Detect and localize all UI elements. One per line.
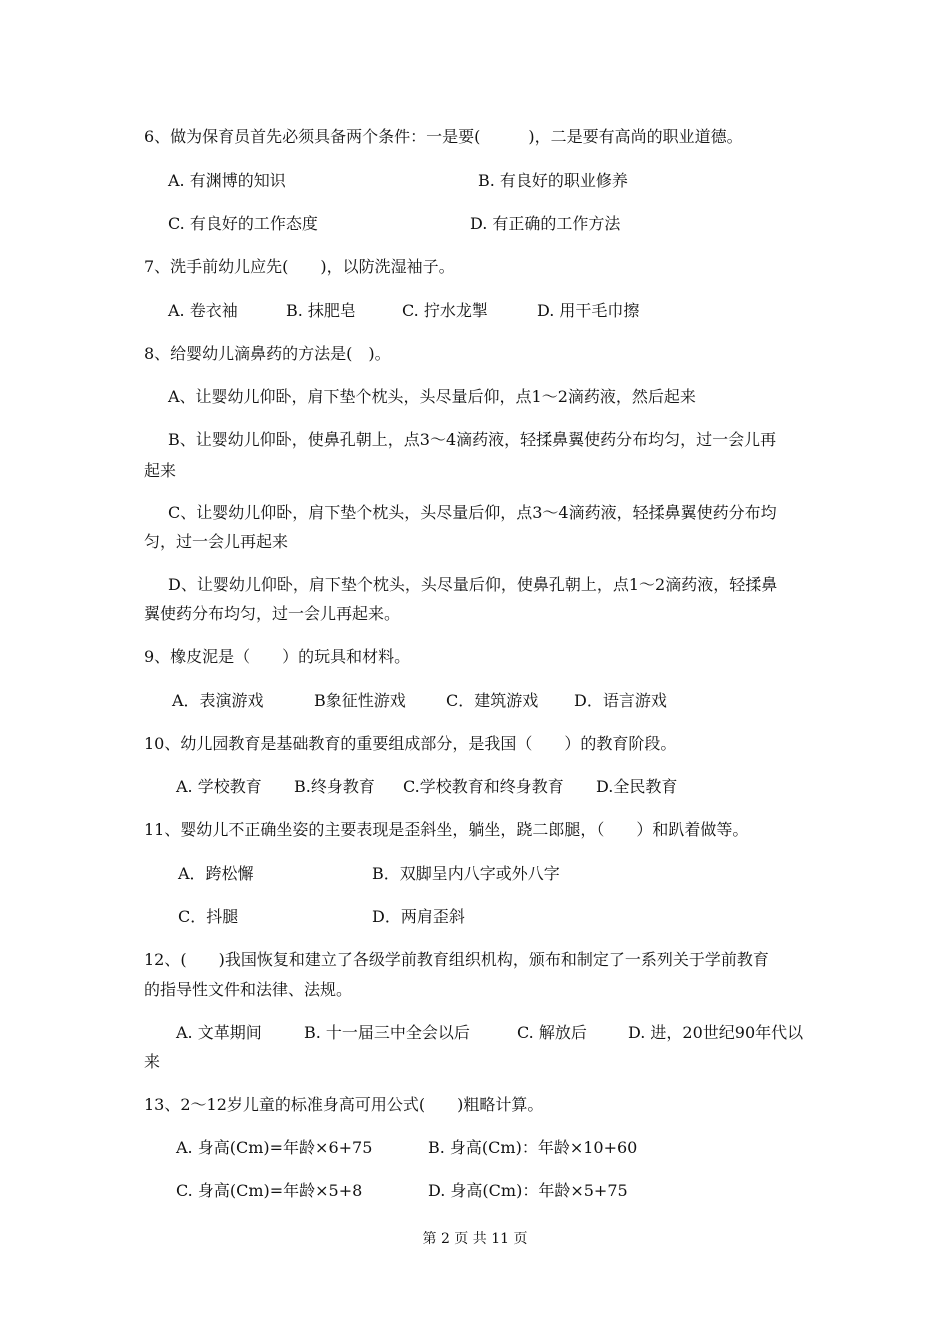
page-footer: 第 2 页 共 11 页 [422, 1231, 528, 1247]
question-12-option-d-cont: 来 [144, 1052, 161, 1071]
question-8-option-b-cont: 起来 [144, 461, 177, 480]
question-7-option-c: C. 拧水龙掣 [402, 301, 488, 320]
question-12-option-b: B. 十一届三中全会以后 [304, 1023, 470, 1042]
question-11-option-c: C．抖腿 [178, 907, 239, 926]
question-11-option-d: D．两肩歪斜 [372, 907, 465, 926]
question-7-text: 7、洗手前幼儿应先( )，以防洗湿袖子。 [144, 257, 455, 276]
question-6-option-b: B. 有良好的职业修养 [478, 171, 628, 190]
question-11-option-b: B．双脚呈内八字或外八字 [372, 864, 560, 883]
question-12-text: 12、( )我国恢复和建立了各级学前教育组织机构，颁布和制定了一系列关于学前教育 [144, 950, 769, 969]
question-9-option-c: C．建筑游戏 [446, 691, 539, 710]
question-11-option-a: A．跨松懈 [178, 864, 254, 883]
question-7-option-d: D. 用干毛巾擦 [537, 301, 640, 320]
question-13-option-d: D. 身高(Cm)：年龄×5+75 [428, 1181, 628, 1200]
question-10-option-a: A. 学校教育 [176, 777, 262, 796]
question-6-text: 6、做为保育员首先必须具备两个条件：一是要( )，二是要有高尚的职业道德。 [144, 127, 743, 146]
question-8-text: 8、给婴幼儿滴鼻药的方法是( )。 [144, 344, 391, 363]
question-6-option-d: D. 有正确的工作方法 [470, 214, 621, 233]
question-9-option-b: B象征性游戏 [314, 691, 406, 710]
question-9-option-a: A．表演游戏 [172, 691, 264, 710]
question-8-option-a: A、让婴幼儿仰卧，肩下垫个枕头，头尽量后仰，点1～2滴药液，然后起来 [168, 387, 696, 406]
question-9-text: 9、橡皮泥是（ ）的玩具和材料。 [144, 647, 411, 666]
question-6-option-c: C. 有良好的工作态度 [168, 214, 318, 233]
question-7-option-a: A. 卷衣袖 [168, 301, 238, 320]
question-11-text: 11、婴幼儿不正确坐姿的主要表现是歪斜坐，躺坐，跷二郎腿，（ ）和趴着做等。 [144, 820, 749, 839]
question-10-option-d: D.全民教育 [596, 777, 678, 796]
question-13-option-b: B. 身高(Cm)：年龄×10+60 [428, 1138, 638, 1157]
question-8-option-b: B、让婴幼儿仰卧，使鼻孔朝上，点3～4滴药液，轻揉鼻翼使药分布均匀，过一会儿再 [168, 430, 777, 449]
question-8-option-c-cont: 匀，过一会儿再起来 [144, 532, 289, 551]
question-12-option-d: D. 进，20世纪90年代以 [628, 1023, 804, 1042]
question-13-text: 13、2～12岁儿童的标准身高可用公式( )粗略计算。 [144, 1095, 544, 1114]
question-12-text-cont: 的指导性文件和法律、法规。 [144, 980, 353, 999]
question-7-option-b: B. 抹肥皂 [286, 301, 356, 320]
question-8-option-d: D、让婴幼儿仰卧，肩下垫个枕头，头尽量后仰，使鼻孔朝上，点1～2滴药液，轻揉鼻 [168, 575, 778, 594]
question-8-option-d-cont: 翼使药分布均匀，过一会儿再起来。 [144, 604, 401, 623]
question-13-option-a: A. 身高(Cm)=年龄×6+75 [176, 1138, 373, 1157]
question-9-option-d: D．语言游戏 [574, 691, 667, 710]
question-6-option-a: A. 有渊博的知识 [168, 171, 286, 190]
question-13-option-c: C. 身高(Cm)=年龄×5+8 [176, 1181, 363, 1200]
question-8-option-c: C、让婴幼儿仰卧，肩下垫个枕头，头尽量后仰，点3～4滴药液，轻揉鼻翼使药分布均 [168, 503, 777, 522]
question-12-option-c: C. 解放后 [517, 1023, 587, 1042]
question-10-option-c: C.学校教育和终身教育 [403, 777, 564, 796]
question-10-text: 10、幼儿园教育是基础教育的重要组成部分，是我国（ ）的教育阶段。 [144, 734, 677, 753]
question-12-option-a: A. 文革期间 [176, 1023, 262, 1042]
question-10-option-b: B.终身教育 [294, 777, 375, 796]
